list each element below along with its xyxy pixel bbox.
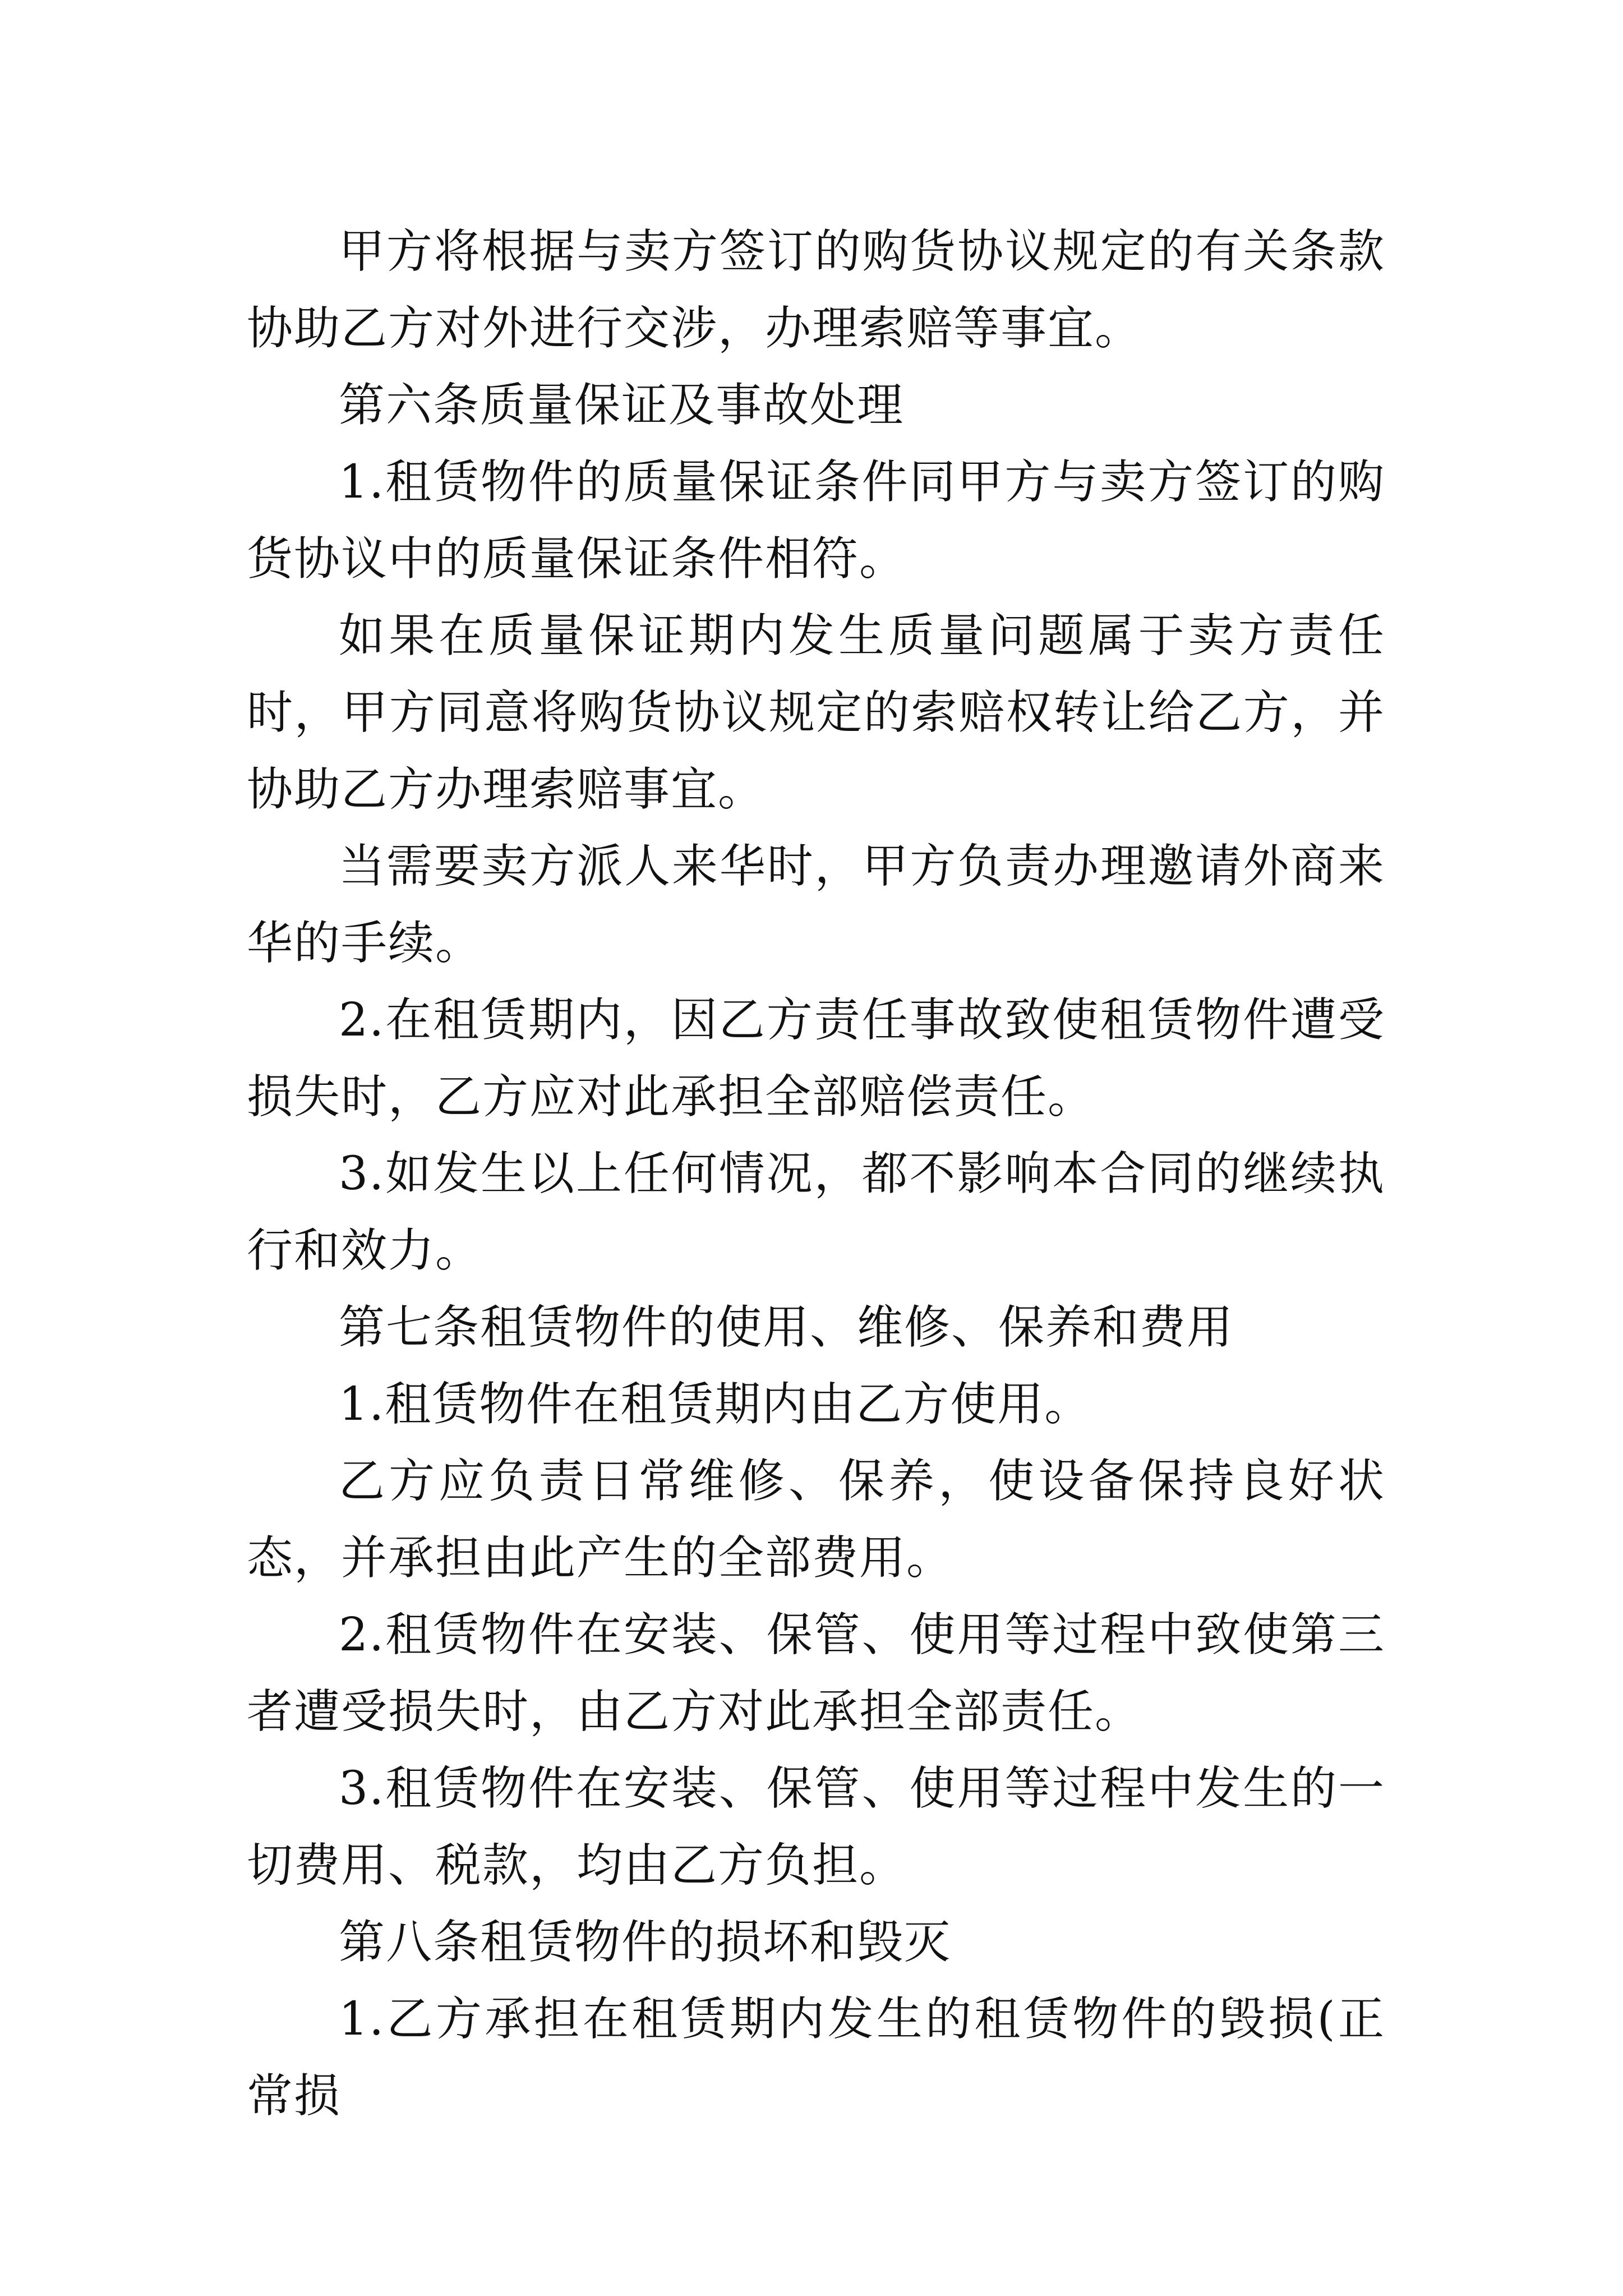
section-heading: 第六条质量保证及事故处理 — [339, 379, 905, 432]
section-heading: 第八条租赁物件的损坏和毁灭 — [339, 1916, 952, 1969]
paragraph: 甲方将根据与卖方签订的购货协议规定的有关条款协助乙方对外进行交涉，办理索赔等事宜。 — [247, 225, 1385, 355]
paragraph: 1.乙方承担在租赁期内发生的租赁物件的毁损(正常损 — [247, 1993, 1385, 2123]
paragraph: 2.在租赁期内，因乙方责任事故致使租赁物件遭受损失时，乙方应对此承担全部赔偿责任。 — [247, 993, 1385, 1124]
paragraph: 1.租赁物件的质量保证条件同甲方与卖方签订的购货协议中的质量保证条件相符。 — [247, 455, 1385, 586]
section-heading: 第七条租赁物件的使用、维修、保养和费用 — [339, 1301, 1234, 1354]
paragraph: 乙方应负责日常维修、保养，使设备保持良好状态，并承担由此产生的全部费用。 — [247, 1455, 1385, 1585]
paragraph: 当需要卖方派人来华时，甲方负责办理邀请外商来华的手续。 — [247, 840, 1385, 970]
paragraph: 如果在质量保证期内发生质量问题属于卖方责任时，甲方同意将购货协议规定的索赔权转让给乙方，并协助乙方办理索赔事宜。 — [247, 609, 1385, 816]
paragraph: 2.租赁物件在安装、保管、使用等过程中致使第三者遭受损失时，由乙方对此承担全部责任。 — [247, 1608, 1385, 1738]
paragraph: 3.如发生以上任何情况，都不影响本合同的继续执行和效力。 — [247, 1147, 1385, 1277]
paragraph: 1.租赁物件在租赁期内由乙方使用。 — [339, 1378, 1092, 1431]
paragraph: 3.租赁物件在安装、保管、使用等过程中发生的一切费用、税款，均由乙方负担。 — [247, 1762, 1385, 1892]
document-body — [247, 213, 1385, 2134]
